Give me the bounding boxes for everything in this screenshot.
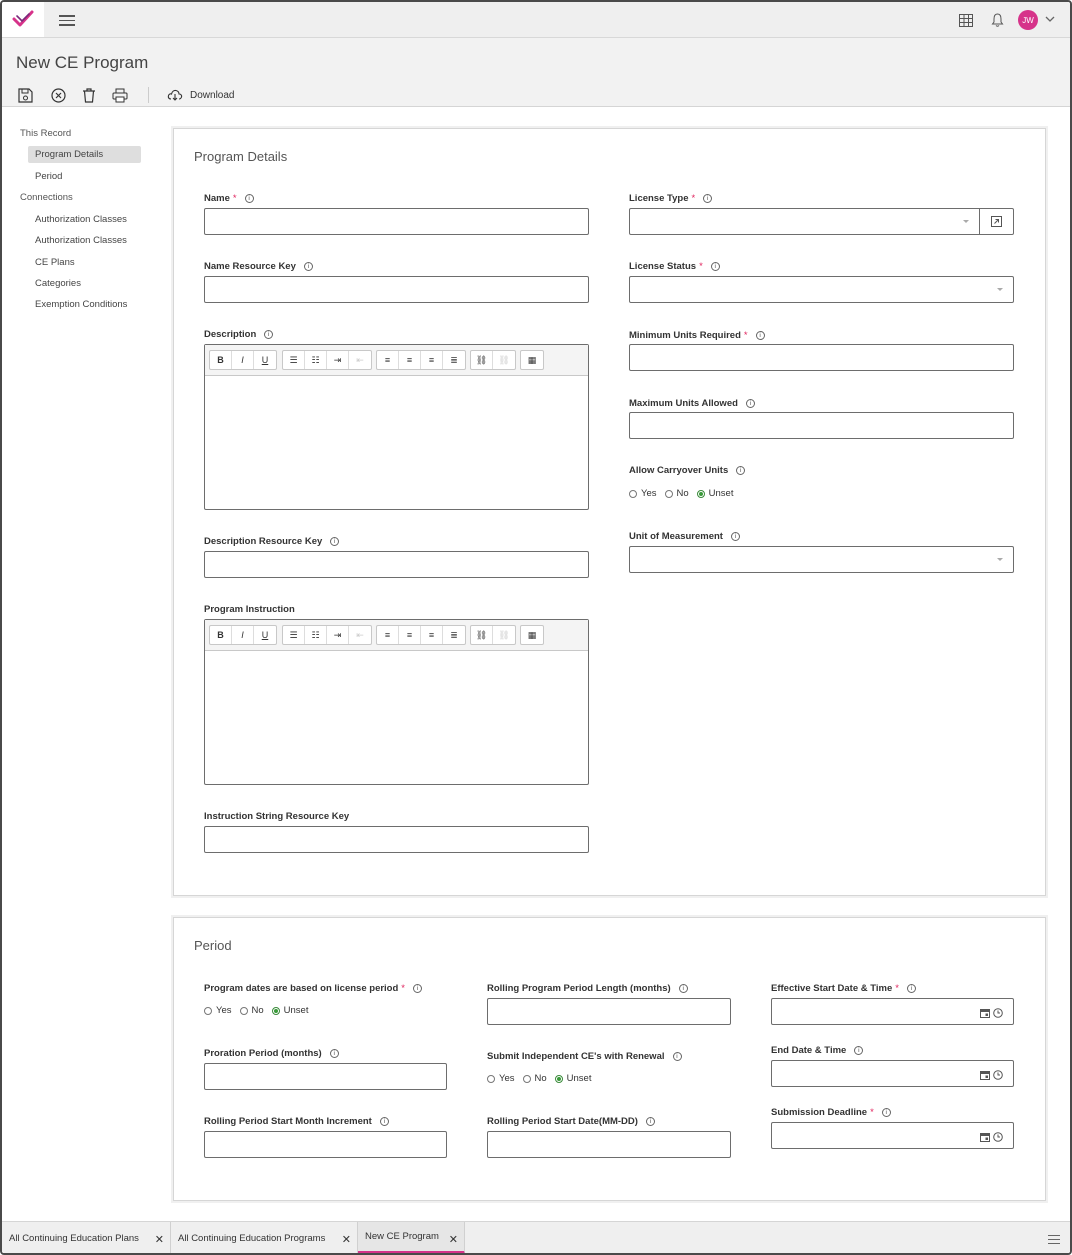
download-label: Download	[190, 89, 235, 101]
rolling-start-month-increment-label: Rolling Period Start Month Increment i	[204, 1116, 389, 1127]
description-resource-key-label: Description Resource Key i	[204, 536, 339, 547]
cancel-icon[interactable]	[49, 86, 67, 104]
bullet-list-icon[interactable]: ☰	[283, 626, 305, 644]
end-date-input[interactable]	[771, 1060, 1014, 1087]
info-icon[interactable]: i	[245, 194, 254, 203]
minimum-units-required-input[interactable]	[629, 344, 1014, 371]
bottom-tab-bar	[2, 1221, 1070, 1253]
effective-start-label: Effective Start Date & Time * i	[771, 983, 916, 994]
numbered-list-icon[interactable]: ☷	[305, 351, 327, 369]
indent-icon[interactable]: ⇥	[327, 626, 349, 644]
info-icon[interactable]: i	[736, 466, 745, 475]
chevron-down-icon	[963, 220, 969, 223]
grid-icon[interactable]	[957, 11, 975, 29]
license-type-select[interactable]	[629, 208, 980, 235]
external-link-icon	[991, 216, 1002, 227]
calendar-icon[interactable]	[980, 1070, 990, 1080]
toolbar-divider	[148, 87, 149, 103]
underline-button[interactable]: U	[261, 630, 269, 640]
tab-new-ce-program[interactable]	[358, 1222, 465, 1254]
italic-button[interactable]: I	[232, 626, 254, 644]
tab-label: All Continuing Education Plans	[9, 1232, 139, 1244]
info-icon[interactable]: i	[731, 532, 740, 541]
info-icon[interactable]: i	[330, 537, 339, 546]
top-bar	[2, 2, 1070, 38]
clock-icon[interactable]	[993, 1132, 1003, 1142]
tab-label: New CE Program	[365, 1231, 439, 1242]
chevron-down-icon	[997, 288, 1003, 291]
checkmark-logo-icon	[12, 10, 34, 30]
sidebar-item-program-details[interactable]: Program Details	[28, 146, 141, 163]
info-icon[interactable]: i	[756, 331, 765, 340]
close-icon[interactable]: ✕	[341, 1234, 351, 1246]
radio-no[interactable]: No	[523, 1073, 547, 1084]
table-icon[interactable]: ▦	[527, 354, 537, 365]
bell-icon[interactable]	[988, 11, 1006, 29]
avatar[interactable]	[1018, 10, 1038, 30]
calendar-icon[interactable]	[980, 1132, 990, 1142]
align-left-icon[interactable]: ≡	[377, 626, 399, 644]
close-icon[interactable]: ✕	[154, 1234, 164, 1246]
link-icon[interactable]: ⛓	[471, 351, 493, 369]
chevron-down-icon[interactable]	[1044, 13, 1056, 25]
sidebar-item-period[interactable]: Period	[35, 171, 63, 182]
link-icon[interactable]: ⛓	[471, 626, 493, 644]
app-logo[interactable]	[2, 2, 44, 37]
format-group	[209, 350, 277, 370]
link-group	[470, 625, 516, 645]
info-icon[interactable]: i	[330, 1049, 339, 1058]
calendar-icon[interactable]	[980, 1008, 990, 1018]
program-details-title: Program Details	[194, 149, 288, 164]
page-title: New CE Program	[16, 53, 149, 72]
dates-based-on-license-radio-group	[204, 1005, 312, 1016]
radio-yes[interactable]: Yes	[629, 488, 657, 499]
dates-based-on-license-label: Program dates are based on license period * i	[204, 983, 422, 994]
format-group	[209, 625, 277, 645]
trash-icon[interactable]	[80, 86, 98, 104]
program-details-card	[173, 128, 1046, 896]
radio-no[interactable]: No	[240, 1005, 264, 1016]
record-sidebar	[2, 107, 162, 1217]
menu-icon[interactable]	[59, 12, 75, 28]
list-group	[282, 350, 372, 370]
bold-button[interactable]: B	[210, 626, 232, 644]
minimum-units-required-label: Minimum Units Required * i	[629, 330, 765, 341]
editor-toolbar	[205, 345, 588, 376]
rolling-start-month-increment-input[interactable]	[204, 1131, 447, 1158]
period-card	[173, 917, 1046, 1201]
sidebar-section-this-record: This Record	[20, 128, 72, 139]
tab-all-continuing-education-plans[interactable]	[2, 1222, 171, 1254]
radio-yes[interactable]: Yes	[204, 1005, 232, 1016]
description-label: Description i	[204, 329, 273, 340]
maximum-units-allowed-label: Maximum Units Allowed i	[629, 398, 755, 409]
rolling-program-period-length-label: Rolling Program Period Length (months) i	[487, 983, 688, 994]
rolling-program-period-length-input[interactable]	[487, 998, 731, 1025]
program-instruction-label: Program Instruction	[204, 604, 295, 615]
description-editor[interactable]	[204, 344, 589, 510]
editor-toolbar	[205, 620, 588, 651]
info-icon[interactable]: i	[413, 984, 422, 993]
submit-independent-ce-radio-group	[487, 1073, 595, 1084]
license-status-select[interactable]	[629, 276, 1014, 303]
description-resource-key-input[interactable]	[204, 551, 589, 578]
link-group	[470, 350, 516, 370]
unit-of-measurement-label: Unit of Measurement i	[629, 531, 740, 542]
unlink-icon[interactable]: ⛓	[498, 354, 510, 365]
cloud-download-icon	[167, 89, 183, 101]
align-right-icon[interactable]: ≡	[421, 351, 443, 369]
sidebar-item-authorization-classes-2[interactable]: Authorization Classes	[35, 235, 127, 246]
allow-carryover-units-radio-group	[629, 488, 737, 499]
align-justify-icon[interactable]: ≣	[450, 354, 458, 365]
bold-button[interactable]: B	[210, 351, 232, 369]
numbered-list-icon[interactable]: ☷	[305, 626, 327, 644]
info-icon[interactable]: i	[264, 330, 273, 339]
align-left-icon[interactable]: ≡	[377, 351, 399, 369]
name-label: Name * i	[204, 193, 254, 204]
align-justify-icon[interactable]: ≣	[450, 629, 458, 640]
proration-period-label: Proration Period (months) i	[204, 1048, 339, 1059]
align-group	[376, 625, 466, 645]
indent-icon[interactable]: ⇥	[327, 351, 349, 369]
info-icon[interactable]: i	[703, 194, 712, 203]
table-icon[interactable]: ▦	[527, 629, 537, 640]
avatar-initials: JW	[1022, 15, 1034, 25]
radio-unset[interactable]: Unset	[555, 1073, 592, 1084]
license-type-label: License Type * i	[629, 193, 712, 204]
info-icon[interactable]: i	[679, 984, 688, 993]
license-status-label: License Status * i	[629, 261, 720, 272]
proration-period-input[interactable]	[204, 1063, 447, 1090]
name-input[interactable]	[204, 208, 589, 235]
sidebar-section-connections: Connections	[20, 192, 73, 203]
program-instruction-editor[interactable]	[204, 619, 589, 785]
sidebar-item-ce-plans[interactable]: CE Plans	[35, 257, 75, 268]
sidebar-item-authorization-classes[interactable]: Authorization Classes	[35, 214, 127, 225]
chevron-down-icon	[997, 558, 1003, 561]
tab-all-continuing-education-programs[interactable]	[171, 1222, 358, 1254]
unit-of-measurement-select[interactable]	[629, 546, 1014, 573]
instruction-string-resource-key-label: Instruction String Resource Key	[204, 811, 350, 822]
list-group	[282, 625, 372, 645]
info-icon[interactable]: i	[380, 1117, 389, 1126]
align-center-icon[interactable]: ≡	[399, 626, 421, 644]
allow-carryover-units-label: Allow Carryover Units i	[629, 465, 745, 476]
sidebar-item-categories[interactable]: Categories	[35, 278, 81, 289]
unlink-icon[interactable]: ⛓	[498, 629, 510, 640]
table-group	[520, 350, 544, 370]
info-icon[interactable]: i	[854, 1046, 863, 1055]
rolling-start-date-input[interactable]	[487, 1131, 731, 1158]
clock-icon[interactable]	[993, 1008, 1003, 1018]
period-title: Period	[194, 938, 232, 953]
rolling-start-date-label: Rolling Period Start Date(MM-DD) i	[487, 1116, 655, 1127]
save-icon[interactable]	[16, 86, 34, 104]
end-date-label: End Date & Time i	[771, 1045, 863, 1056]
table-group	[520, 625, 544, 645]
info-icon[interactable]: i	[711, 262, 720, 271]
tabs-menu-icon[interactable]	[1048, 1232, 1060, 1247]
instruction-string-resource-key-input[interactable]	[204, 826, 589, 853]
align-group	[376, 350, 466, 370]
open-record-button[interactable]	[980, 208, 1014, 235]
maximum-units-allowed-input[interactable]	[629, 412, 1014, 439]
clock-icon[interactable]	[993, 1070, 1003, 1080]
info-icon[interactable]: i	[882, 1108, 891, 1117]
align-right-icon[interactable]: ≡	[421, 626, 443, 644]
print-icon[interactable]	[111, 86, 129, 104]
record-header	[2, 38, 1070, 107]
download-button[interactable]	[167, 86, 234, 104]
radio-unset[interactable]: Unset	[272, 1005, 309, 1016]
info-icon[interactable]: i	[304, 262, 313, 271]
submit-independent-ce-label: Submit Independent CE's with Renewal i	[487, 1051, 682, 1062]
sidebar-item-exemption-conditions[interactable]: Exemption Conditions	[35, 299, 128, 310]
info-icon[interactable]: i	[646, 1117, 655, 1126]
tab-label: All Continuing Education Programs	[178, 1232, 326, 1244]
radio-unset[interactable]: Unset	[697, 488, 734, 499]
info-icon[interactable]: i	[673, 1052, 682, 1061]
outdent-icon[interactable]: ⇤	[356, 629, 364, 640]
radio-no[interactable]: No	[665, 488, 689, 499]
submission-deadline-input[interactable]	[771, 1122, 1014, 1149]
align-center-icon[interactable]: ≡	[399, 351, 421, 369]
info-icon[interactable]: i	[746, 399, 755, 408]
underline-button[interactable]: U	[261, 355, 269, 365]
name-resource-key-label: Name Resource Key i	[204, 261, 313, 272]
submission-deadline-label: Submission Deadline * i	[771, 1107, 891, 1118]
bullet-list-icon[interactable]: ☰	[283, 351, 305, 369]
radio-yes[interactable]: Yes	[487, 1073, 515, 1084]
effective-start-input[interactable]	[771, 998, 1014, 1025]
outdent-icon[interactable]: ⇤	[356, 354, 364, 365]
italic-button[interactable]: I	[232, 351, 254, 369]
name-resource-key-input[interactable]	[204, 276, 589, 303]
close-icon[interactable]: ✕	[448, 1234, 458, 1246]
info-icon[interactable]: i	[907, 984, 916, 993]
